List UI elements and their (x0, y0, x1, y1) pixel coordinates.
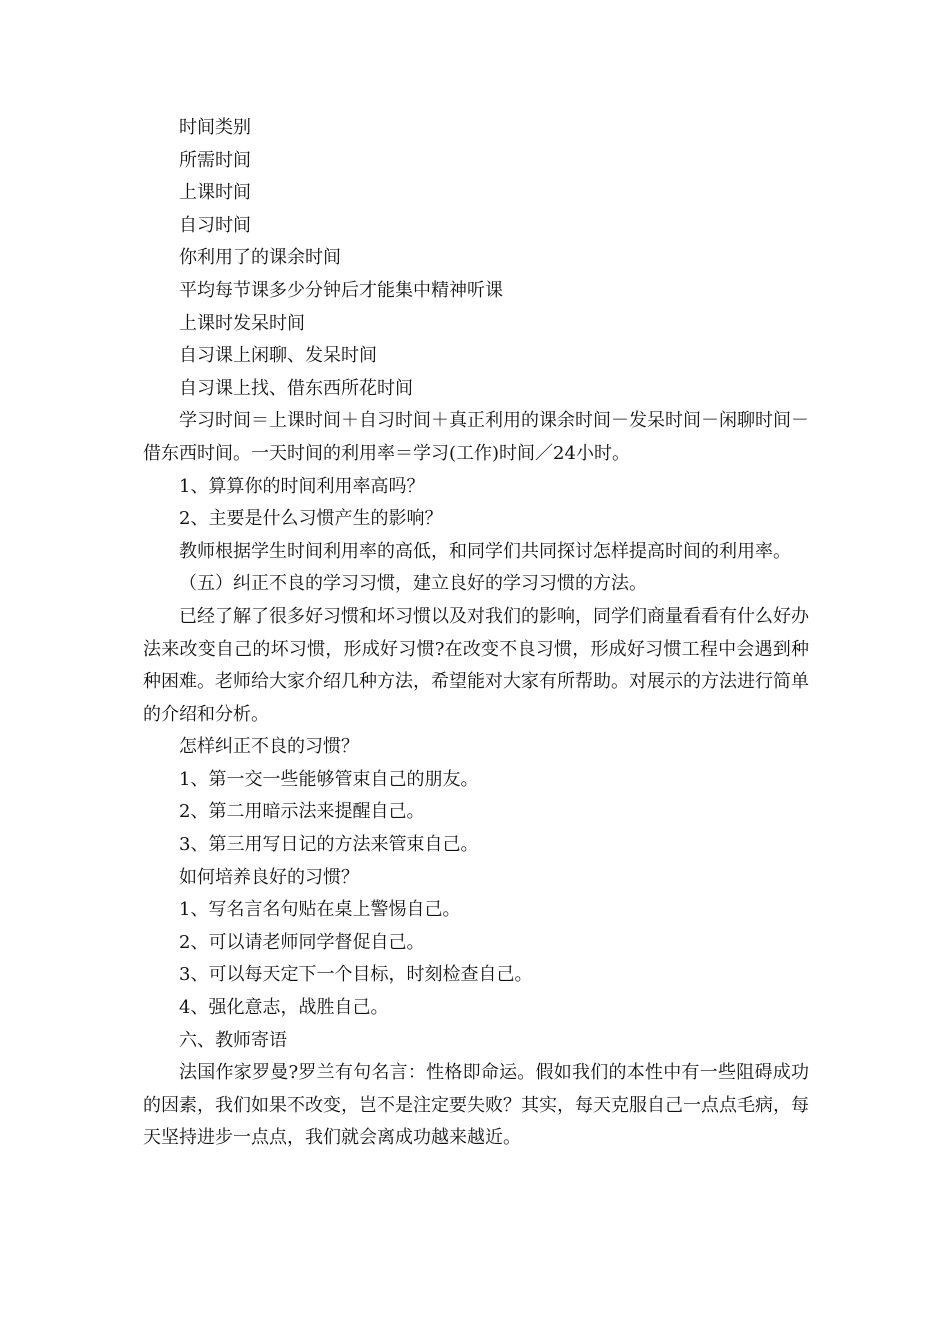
paragraph-daydream-in-class: 上课时发呆时间 (179, 312, 305, 334)
paragraph-time-category: 时间类别 (179, 117, 251, 138)
paragraph-question-2: 2、主要是什么习惯产生的影响？ (179, 508, 443, 530)
paragraph-chat-in-self-study: 自习课上闲聊、发呆时间 (179, 345, 377, 367)
subheading-build-habits: 如何培养良好的习惯？ (179, 866, 359, 888)
list-item-correct-3: 3、第三用写日记的方法来管束自己。 (179, 834, 479, 856)
paragraph-question-1: 1、算算你的时间利用率高吗？ (179, 475, 425, 497)
subheading-correct-habits: 怎样纠正不良的习惯？ (179, 736, 359, 758)
paragraph-class-time: 上课时间 (179, 182, 251, 204)
list-item-correct-2: 2、第二用暗示法来提醒自己。 (179, 801, 425, 823)
list-item-build-4: 4、强化意志，战胜自己。 (179, 997, 389, 1019)
paragraph-closing-quote: 法国作家罗曼?罗兰有句名言：性格即命运。假如我们的本性中有一些阻碍成功的因素，我们如果不改变，岂不是注定要失败？其实，每天克服自己一点点毛病，每天坚持进步一点点，我们就会离成功越来越近。 (143, 1062, 809, 1149)
list-item-build-2: 2、可以请老师同学督促自己。 (179, 931, 425, 953)
paragraph-spare-time-used: 你利用了的课余时间 (179, 247, 341, 269)
paragraph-borrowing-time: 自习课上找、借东西所花时间 (179, 377, 413, 399)
paragraph-teacher-discussion: 教师根据学生时间利用率的高低，和同学们共同探讨怎样提高时间的利用率。 (179, 540, 791, 562)
document-body (143, 112, 809, 1155)
list-item-build-1: 1、写名言名句贴在桌上警惕自己。 (179, 899, 461, 921)
list-item-build-3: 3、可以每天定下一个目标，时刻检查自己。 (179, 964, 533, 986)
section-heading-five: （五）纠正不良的学习习惯，建立良好的学习习惯的方法。 (179, 573, 647, 595)
section-heading-six: 六、教师寄语 (179, 1029, 287, 1051)
paragraph-study-time-formula: 学习时间＝上课时间＋自习时间＋真正利用的课余时间－发呆时间－闲聊时间－借东西时间。一天时间的利用率＝学习(工作)时间／24小时。 (143, 410, 809, 464)
list-item-correct-1: 1、第一交一些能够管束自己的朋友。 (179, 768, 479, 790)
paragraph-habits-intro: 已经了解了很多好习惯和坏习惯以及对我们的影响，同学们商量看看有什么好办法来改变自己的坏习惯，形成好习惯?在改变不良习惯，形成好习惯工程中会遇到种种困难。老师给大家介绍几种方法，希望能对大家有所帮助。对展示的方法进行简单的介绍和分析。 (143, 605, 809, 725)
paragraph-self-study-time: 自习时间 (179, 214, 251, 236)
paragraph-focus-delay: 平均每节课多少分钟后才能集中精神听课 (179, 279, 503, 301)
paragraph-time-needed: 所需时间 (179, 149, 251, 171)
